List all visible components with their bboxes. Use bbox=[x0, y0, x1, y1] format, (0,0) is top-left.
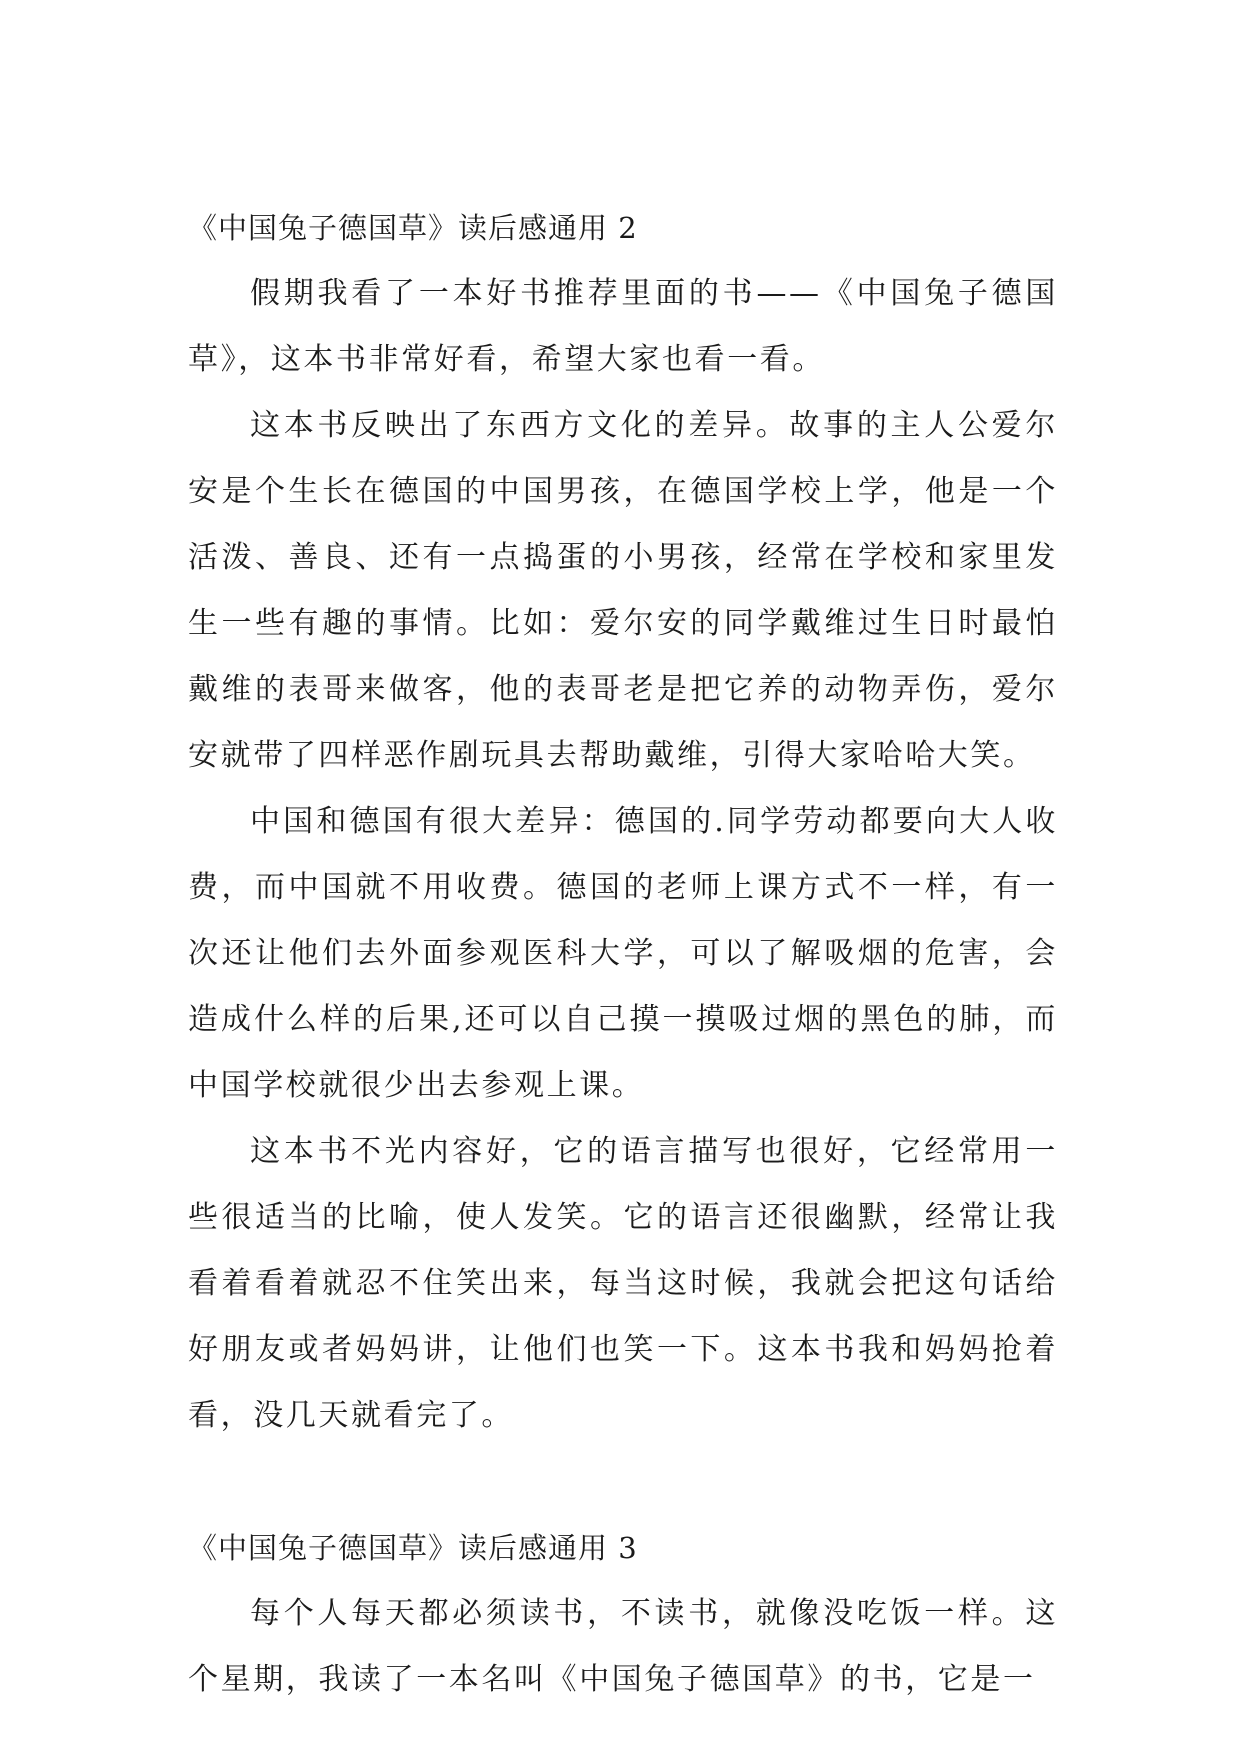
document-content bbox=[188, 195, 1058, 1713]
paragraph-2-2: 这本书反映出了东西方文化的差异。故事的主人公爱尔安是个生长在德国的中国男孩，在德国学校上学，他是一个活泼、善良、还有一点捣蛋的小男孩，经常在学校和家里发生一些有趣的事情。比如：爱尔安的同学戴维过生日时最怕戴维的表哥来做客，他的表哥老是把它养的动物弄伤，爱尔安就带了四样恶作剧玩具去帮助戴维，引得大家哈哈大笑。 bbox=[188, 408, 1058, 773]
section-heading-2: 《中国兔子德国草》读后感通用 2 bbox=[188, 211, 638, 245]
paragraph-2-3: 中国和德国有很大差异：德国的.同学劳动都要向大人收费，而中国就不用收费。德国的老师上课方式不一样，有一次还让他们去外面参观医科大学，可以了解吸烟的危害，会造成什么样的后果,还可以自己摸一摸吸过烟的黑色的肺，而中国学校就很少出去参观上课。 bbox=[188, 804, 1058, 1103]
paragraph-3-1: 每个人每天都必须读书，不读书，就像没吃饭一样。这个星期，我读了一本名叫《中国兔子德国草》的书，它是一 bbox=[188, 1596, 1058, 1697]
paragraph-2-4: 这本书不光内容好，它的语言描写也很好，它经常用一些很适当的比喻，使人发笑。它的语言还很幽默，经常让我看着看着就忍不住笑出来，每当这时候，我就会把这句话给好朋友或者妈妈讲，让他们也笑一下。这本书我和妈妈抢着看，没几天就看完了。 bbox=[188, 1134, 1058, 1433]
section-heading-3: 《中国兔子德国草》读后感通用 3 bbox=[188, 1531, 638, 1565]
paragraph-2-1: 假期我看了一本好书推荐里面的书——《中国兔子德国草》，这本书非常好看，希望大家也看一看。 bbox=[188, 276, 1058, 377]
section-spacer bbox=[188, 1449, 1058, 1515]
